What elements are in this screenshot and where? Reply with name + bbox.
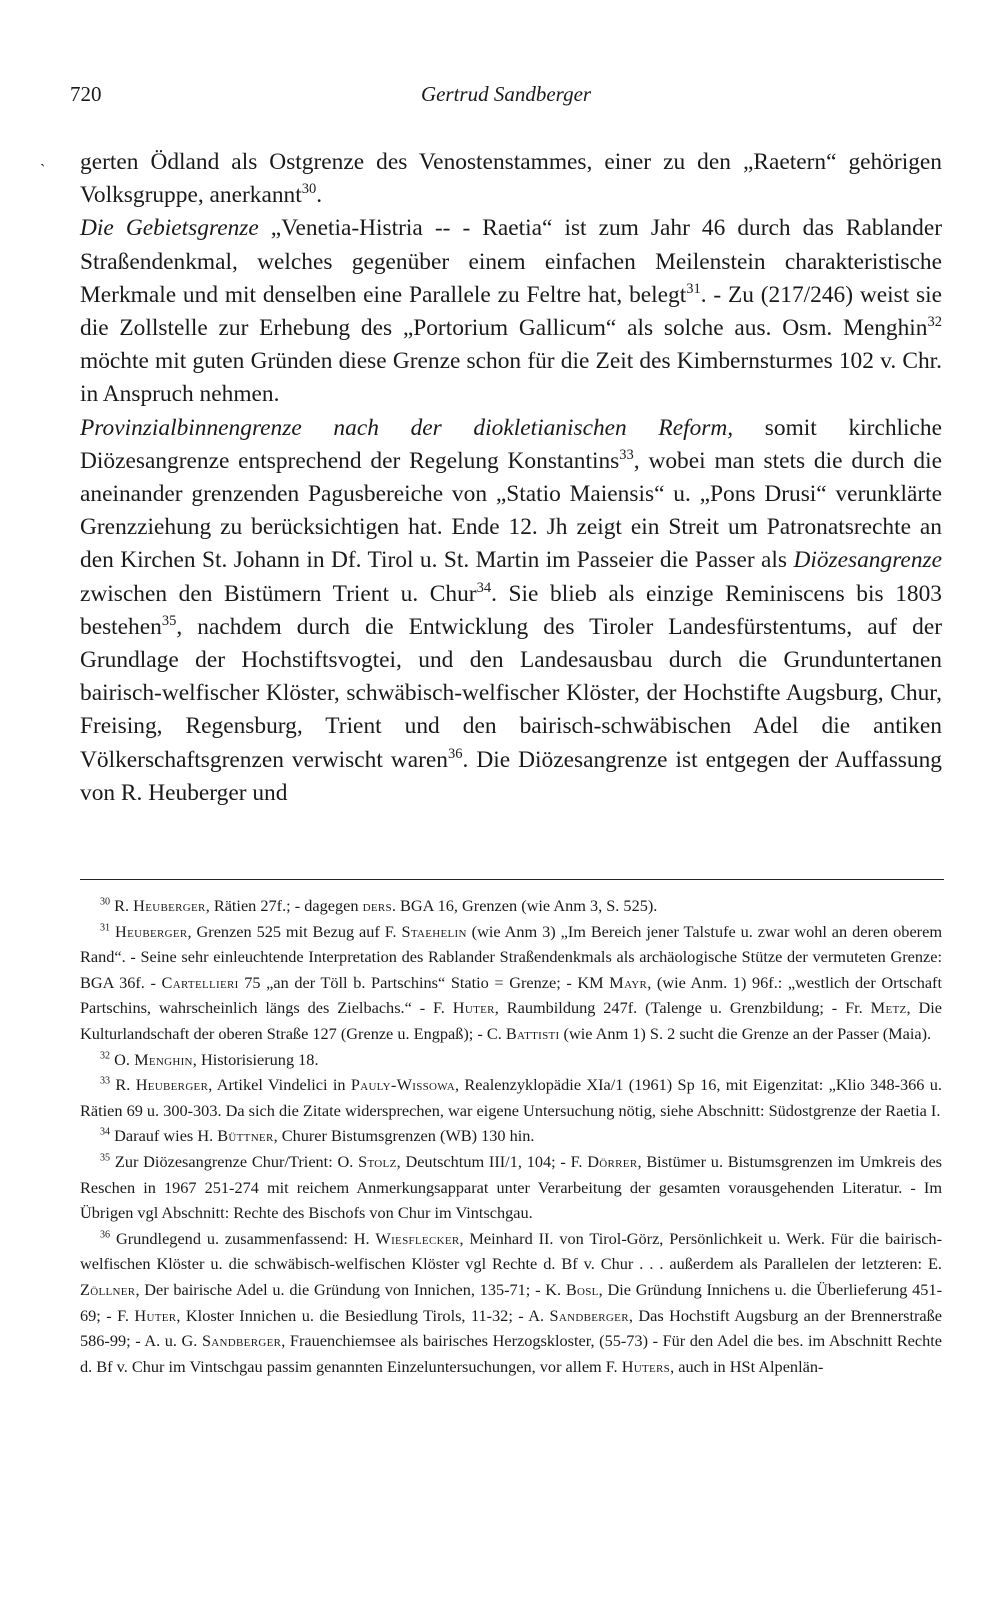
footnote-text: , Rätien 27f.; - dagegen (205, 896, 363, 915)
footnote-text: , Das Hochstift Augsburg an der Brennerstraße 586-99; - A. u. G. (80, 1305, 942, 1351)
author-name: Dörrer (587, 1151, 638, 1171)
author-name: Bosl (565, 1279, 599, 1299)
footnote-ref: 32 (927, 314, 942, 331)
author-name: Pauly-Wissowa (350, 1075, 455, 1095)
footnote-text: , Grenzen 525 mit Bezug auf F. (187, 921, 402, 941)
footnote-number: 30 (100, 896, 111, 908)
footnote-text: Zur Diözesangrenze Chur/Trient: O. (110, 1151, 359, 1171)
footnote-text: , Meinhard II. von Tirol-Görz, Persönlichkeit u. Werk. Für die bairisch-welfischen Klöster u. die schwäbisch-welfischen Klöster vgl Rechte d. Bf v. Chur . . . außerdem als Parallelen der letzteren: E. (80, 1228, 942, 1274)
footnote-number: 31 (100, 922, 111, 934)
footnote (80, 1072, 942, 1123)
text-run: . Sie blieb als einzige Reminiscens bis 1803 bestehen (80, 580, 942, 640)
footnote-ref: 35 (161, 613, 177, 630)
footnote (80, 1149, 942, 1226)
text-run: . (316, 182, 323, 209)
italic-run: Provinzialbinnengrenze nach der diokletianischen Reform, (80, 414, 734, 441)
footnote (80, 1047, 942, 1073)
footnote-text: , (wie Anm. 1) 96f.: „westlich der Ortschaft Partschins, wahrscheinlich längs des Zielbachs.“ - F. (80, 972, 943, 1018)
author-name: ders (362, 896, 392, 915)
author-name: Battisti (505, 1023, 560, 1043)
text-run: möchte mit guten Gründen diese Grenze schon für die Zeit des Kimbernsturmes 102 v. Chr. in Anspruch nehmen. (80, 348, 942, 408)
margin-mark: ˎ (40, 150, 46, 167)
footnote-number: 34 (100, 1126, 111, 1138)
footnote-divider (80, 879, 944, 880)
footnote-ref: 34 (476, 579, 492, 596)
author-name: Sandberger (549, 1305, 629, 1325)
footnote-text: , Bistümer u. Bistumsgrenzen im Umkreis des Reschen in 1967 251-274 mit reichem Anmerkungsapparat unter Verarbeitung der gesamten vorausgehenden Literatur. - Im Übrigen vgl Abschnitt: Rechte des Bischofs von Chur im Vintschgau. (80, 1151, 943, 1223)
footnote-text: , Churer Bistumsgrenzen (WB) 130 hin. (273, 1126, 535, 1146)
author-name: Stolz (358, 1151, 397, 1171)
footnote-text: Grundlegend u. zusammenfassend: H. (110, 1228, 376, 1248)
footnote-ref: 30 (301, 181, 317, 198)
italic-run: Die Gebietsgrenze (80, 215, 259, 242)
author-name: Mayr (609, 972, 648, 992)
footnote (80, 919, 942, 1047)
footnote-text: Darauf wies H. (110, 1126, 218, 1146)
main-text (80, 146, 942, 810)
text-run: . Die Diözesangrenze ist entgegen der Auffassung von R. Heuberger und (80, 746, 942, 806)
text-run: , nachdem durch die Entwicklung des Tiroler Landesfürstentums, auf der Grundlage der Hochstiftsvogtei, und den Landesausbau durch die Grunduntertanen bairisch-welfischer Klöster, schwäbisch-welfischer Klöster, der Hochstifte Augsburg, Chur, Freising, Regensburg, Trient und den bairisch-schwäbischen Adel die antiken Völkerschaftsgrenzen verwischt waren (80, 613, 942, 773)
italic-run: Diözesangrenze (793, 547, 942, 574)
author-name: Heuberger (115, 921, 188, 941)
author-name: Huters (621, 1356, 671, 1376)
footnote-text: , Raumbildung 247f. (Talenge u. Grenzbildung; - Fr. (494, 998, 871, 1018)
text-run: zwischen den Bistümern Trient u. Chur (80, 580, 477, 607)
author-name: Heuberger (135, 1075, 209, 1095)
footnote-text: 75 „an der Töll b. Partschins“ Statio = Grenze; - KM (238, 972, 610, 992)
footnote-text: , Der bairische Adel u. die Gründung von Innichen, 135-71; - K. (135, 1279, 566, 1299)
text-run: gerten Ödland als Ostgrenze des Venostenstammes, einer zu den „Raetern“ gehörigen Volksgruppe, anerkannt (80, 149, 942, 209)
text-run: somit kirchliche Diözesangrenze entsprechend der Regelung Konstantins (80, 414, 942, 474)
author-name: Staehelin (401, 921, 467, 941)
text-run: „Venetia-Histria -- - Raetia“ ist zum Jahr 46 durch das Rablander Straßendenkmal, welches gegenüber einem einfachen Meilenstein charakteristische Merkmale und mit denselben eine Parallele zu Feltre hat, belegt (80, 215, 942, 308)
author-name: Cartellieri (161, 972, 239, 992)
author-name: Wiesflecker (375, 1228, 460, 1248)
author-name: Huter (452, 998, 495, 1018)
footnotes (80, 893, 942, 1379)
footnote-text: (wie Anm 1) S. 2 sucht die Grenze an der Passer (Maia). (559, 1023, 932, 1043)
paragraph (80, 212, 942, 411)
footnote-text: , Deutschtum III/1, 104; - F. (396, 1151, 588, 1171)
footnote-text: R. (110, 896, 134, 915)
footnote-text: , Die Gründung Innichens u. die Überlieferung 451-69; - F. (80, 1279, 943, 1325)
author-name: Metz (870, 998, 907, 1018)
footnote-text: , Kloster Innichen u. die Besiedlung Tirols, 11-32; - A. (176, 1305, 550, 1325)
footnote-ref: 36 (448, 745, 463, 762)
footnote-text: , Historisierung 18. (192, 1049, 319, 1069)
footnote (80, 1226, 942, 1380)
footnote-text: . BGA 16, Grenzen (wie Anm 3, S. 525). (391, 896, 658, 915)
footnote-text: R. (110, 1075, 136, 1095)
footnote-text: , auch in HSt Alpenlän- (670, 1356, 824, 1376)
author-name: Sandberger (201, 1331, 282, 1351)
author-name: Huter (134, 1305, 177, 1325)
author-name: Menghin (134, 1049, 193, 1069)
author-name: Zöllner (80, 1279, 136, 1299)
footnote-text: , Artikel Vindelici in (208, 1075, 351, 1095)
footnote-number: 36 (100, 1229, 111, 1241)
footnote (80, 1123, 942, 1149)
footnote (80, 893, 942, 919)
running-title: Gertrud Sandberger (420, 82, 592, 106)
author-name: Büttner (217, 1126, 274, 1146)
footnote-text: , Die Kulturlandschaft der oberen Straße 127 (Grenze u. Engpaß); - C. (80, 998, 942, 1043)
footnote-text: (wie Anm 3) „Im Bereich jener Talstufe u. zwar wohl an deren oberem Rand“. - Seine sehr einleuchtende Interpretation des Rablander Straßendenkmals als archäologische Stütze der vermuteten Grenze: BGA 36f. - (80, 921, 942, 992)
footnote-number: 33 (100, 1075, 111, 1087)
text-run: , wobei man stets die durch die aneinander grenzenden Pagusbereiche von „Statio Maiensis“ u. „Pons Drusi“ verunklärte Grenzziehung zu berücksichtigen hat. Ende 12. Jh zeigt ein Streit um Patronatsrechte an den Kirchen St. Johann in Df. Tirol u. St. Martin im Passeier die Passer als (80, 447, 942, 574)
page-number: 720 (70, 82, 102, 106)
author-name: Heuberger (133, 896, 206, 915)
footnote-number: 35 (100, 1152, 111, 1164)
footnote-number: 32 (100, 1050, 111, 1062)
footnote-text: , Frauenchiemsee als bairisches Herzogskloster, (55-73) - Für den Adel die bes. im Abschnitt Rechte d. Bf v. Chur im Vintschgau passim genannten Einzeluntersuchungen, vor allem F. (80, 1331, 942, 1376)
footnote-text: O. (110, 1049, 135, 1069)
footnote-text: , Realenzyklopädie XIa/1 (1961) Sp 16, mit Eigenzitat: „Klio 348-366 u. Rätien 69 u. 300-303. Da sich die Zitate widersprechen, war eigene Untersuchung nötig, siehe Abschnitt: Südostgrenze der Raetia I. (80, 1075, 942, 1120)
footnote-ref: 31 (686, 281, 701, 298)
text-run: . - Zu (217/246) weist sie die Zollstelle zur Erhebung des „Portorium Gallicum“ als solche aus. Osm. Menghin (80, 281, 942, 342)
footnote-ref: 33 (619, 447, 634, 464)
running-header (70, 82, 942, 112)
paragraph (80, 146, 942, 212)
paragraph (80, 412, 942, 810)
